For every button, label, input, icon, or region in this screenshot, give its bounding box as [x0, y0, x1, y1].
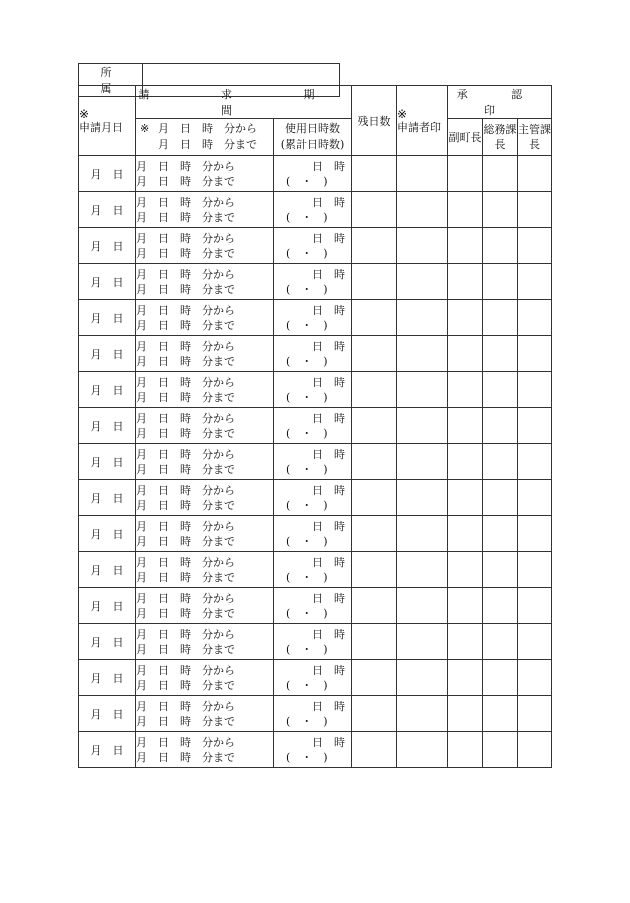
deputy-mayor-seal-cell[interactable]	[448, 228, 483, 264]
remaining-days-cell[interactable]	[352, 336, 397, 372]
deputy-mayor-seal-cell[interactable]	[448, 408, 483, 444]
general-affairs-seal-cell[interactable]	[483, 192, 518, 228]
usage-cumulative: ( ・ )	[286, 750, 328, 764]
usage-cumulative: ( ・ )	[286, 462, 328, 476]
apply-date-cell[interactable]: 月 日	[79, 480, 136, 516]
period-from: 月 日 時 分から	[136, 267, 235, 281]
period-to: 月 日 時 分まで	[136, 318, 235, 332]
period-cell[interactable]	[136, 336, 274, 372]
general-affairs-seal-cell[interactable]	[483, 156, 518, 192]
general-affairs-seal-cell[interactable]	[483, 552, 518, 588]
period-to: 月 日 時 分まで	[136, 714, 235, 728]
table-row	[79, 696, 552, 732]
table-row	[79, 624, 552, 660]
remaining-days-cell[interactable]	[352, 372, 397, 408]
period-from: 月 日 時 分から	[136, 663, 235, 677]
period-from: 月 日 時 分から	[136, 159, 235, 173]
usage-days-hours: 日 時	[312, 231, 345, 245]
period-to: 月 日 時 分まで	[136, 570, 235, 584]
table-row	[79, 408, 552, 444]
period-to: 月 日 時 分まで	[136, 678, 235, 692]
usage-cumulative: ( ・ )	[286, 246, 328, 260]
deputy-mayor-seal-cell[interactable]	[448, 696, 483, 732]
applicant-seal-header	[397, 86, 448, 156]
table-row	[79, 732, 552, 768]
applicant-seal-cell[interactable]	[397, 336, 448, 372]
deputy-mayor-seal-cell[interactable]	[448, 156, 483, 192]
general-affairs-seal-cell[interactable]	[483, 660, 518, 696]
period-to: 月 日 時 分まで	[136, 282, 235, 296]
table-row	[79, 588, 552, 624]
period-cell[interactable]	[136, 156, 274, 192]
usage-cumulative: ( ・ )	[286, 642, 328, 656]
usage-days-hours: 日 時	[312, 555, 345, 569]
section-chief-seal-cell[interactable]	[518, 264, 552, 300]
usage-days-hours: 日 時	[312, 303, 345, 317]
section-chief-seal-cell[interactable]	[518, 156, 552, 192]
period-from: 月 日 時 分から	[136, 195, 235, 209]
remaining-days-cell[interactable]	[352, 588, 397, 624]
usage-cumulative: ( ・ )	[286, 354, 328, 368]
section-chief-seal-cell[interactable]	[518, 588, 552, 624]
table-row	[79, 480, 552, 516]
applicant-seal-cell[interactable]	[397, 264, 448, 300]
usage-cumulative: ( ・ )	[286, 498, 328, 512]
usage-days-hours: 日 時	[312, 699, 345, 713]
general-affairs-seal-cell[interactable]	[483, 516, 518, 552]
table-row	[79, 156, 552, 192]
asterisk-mark: ※	[140, 122, 150, 135]
period-from-label: 月 日 時 分から	[158, 122, 257, 135]
remaining-days-cell[interactable]	[352, 156, 397, 192]
applicant-seal-cell[interactable]	[397, 156, 448, 192]
general-affairs-seal-cell[interactable]	[483, 300, 518, 336]
period-to: 月 日 時 分まで	[136, 246, 235, 260]
table-row	[79, 444, 552, 480]
general-affairs-seal-cell[interactable]	[483, 696, 518, 732]
table-row	[79, 300, 552, 336]
approval-seal-header: 承 認 印	[448, 86, 552, 119]
apply-date-cell[interactable]: 月 日	[79, 516, 136, 552]
usage-days-hours: 日 時	[312, 375, 345, 389]
usage-days-hours: 日 時	[312, 159, 345, 173]
usage-cumulative: ( ・ )	[286, 210, 328, 224]
applicant-seal-cell[interactable]	[397, 444, 448, 480]
usage-cell[interactable]	[274, 300, 352, 336]
usage-days-hours: 日 時	[312, 411, 345, 425]
usage-subheader	[274, 119, 352, 156]
table-row	[79, 336, 552, 372]
period-from: 月 日 時 分から	[136, 627, 235, 641]
section-chief-seal-cell[interactable]	[518, 300, 552, 336]
remaining-days-cell[interactable]	[352, 264, 397, 300]
deputy-mayor-seal-cell[interactable]	[448, 480, 483, 516]
section-chief-seal-cell[interactable]	[518, 480, 552, 516]
general-affairs-seal-cell[interactable]	[483, 264, 518, 300]
remaining-days-cell[interactable]	[352, 552, 397, 588]
table-row	[79, 660, 552, 696]
usage-label: 使用日時数	[285, 122, 340, 135]
usage-cell[interactable]	[274, 480, 352, 516]
cumulative-label: (累計日時数)	[280, 138, 345, 151]
remaining-days-cell[interactable]	[352, 480, 397, 516]
period-cell[interactable]	[136, 192, 274, 228]
general-affairs-seal-cell[interactable]	[483, 336, 518, 372]
deputy-mayor-seal-cell[interactable]	[448, 300, 483, 336]
usage-cell[interactable]	[274, 228, 352, 264]
period-from: 月 日 時 分から	[136, 555, 235, 569]
usage-days-hours: 日 時	[312, 447, 345, 461]
usage-cumulative: ( ・ )	[286, 174, 328, 188]
usage-cumulative: ( ・ )	[286, 570, 328, 584]
section-chief-seal-cell[interactable]	[518, 624, 552, 660]
applicant-seal-cell[interactable]	[397, 552, 448, 588]
usage-days-hours: 日 時	[312, 735, 345, 749]
period-cell[interactable]	[136, 372, 274, 408]
remaining-days-cell[interactable]	[352, 732, 397, 768]
deputy-mayor-seal-cell[interactable]	[448, 552, 483, 588]
table-row	[79, 552, 552, 588]
section-chief-seal-cell[interactable]	[518, 372, 552, 408]
applicant-seal-cell[interactable]	[397, 228, 448, 264]
period-from: 月 日 時 分から	[136, 735, 235, 749]
period-from: 月 日 時 分から	[136, 339, 235, 353]
usage-cell[interactable]	[274, 660, 352, 696]
period-to: 月 日 時 分まで	[136, 462, 235, 476]
general-affairs-seal-cell[interactable]	[483, 372, 518, 408]
deputy-mayor-seal-cell[interactable]	[448, 444, 483, 480]
remaining-days-header: 残日数	[352, 86, 397, 156]
usage-days-hours: 日 時	[312, 339, 345, 353]
period-cell[interactable]	[136, 264, 274, 300]
apply-date-cell[interactable]: 月 日	[79, 264, 136, 300]
deputy-mayor-seal-cell[interactable]	[448, 516, 483, 552]
usage-cumulative: ( ・ )	[286, 534, 328, 548]
approver-section-chief: 主管課長	[518, 119, 552, 156]
apply-date-cell[interactable]: 月 日	[79, 336, 136, 372]
table-row	[79, 372, 552, 408]
apply-date-label: 申請月日	[79, 120, 123, 134]
general-affairs-seal-cell[interactable]	[483, 480, 518, 516]
usage-cumulative: ( ・ )	[286, 390, 328, 404]
usage-cell[interactable]	[274, 264, 352, 300]
apply-date-cell[interactable]: 月 日	[79, 444, 136, 480]
period-to: 月 日 時 分まで	[136, 390, 235, 404]
applicant-seal-cell[interactable]	[397, 516, 448, 552]
request-period-header: 請 求 期 間	[136, 86, 352, 119]
deputy-mayor-seal-cell[interactable]	[448, 732, 483, 768]
usage-cumulative: ( ・ )	[286, 678, 328, 692]
usage-cell[interactable]	[274, 588, 352, 624]
usage-cell[interactable]	[274, 156, 352, 192]
section-chief-seal-cell[interactable]	[518, 696, 552, 732]
table-row	[79, 516, 552, 552]
period-from: 月 日 時 分から	[136, 411, 235, 425]
usage-days-hours: 日 時	[312, 591, 345, 605]
apply-date-cell[interactable]: 月 日	[79, 696, 136, 732]
usage-cumulative: ( ・ )	[286, 318, 328, 332]
general-affairs-seal-cell[interactable]	[483, 228, 518, 264]
section-chief-seal-cell[interactable]	[518, 192, 552, 228]
usage-cell[interactable]	[274, 444, 352, 480]
section-chief-seal-cell[interactable]	[518, 552, 552, 588]
period-from: 月 日 時 分から	[136, 303, 235, 317]
remaining-days-cell[interactable]	[352, 192, 397, 228]
applicant-seal-cell[interactable]	[397, 300, 448, 336]
applicant-seal-cell[interactable]	[397, 408, 448, 444]
period-cell[interactable]	[136, 444, 274, 480]
applicant-seal-cell[interactable]	[397, 192, 448, 228]
table-row	[79, 264, 552, 300]
general-affairs-seal-cell[interactable]	[483, 588, 518, 624]
period-cell[interactable]	[136, 552, 274, 588]
apply-date-cell[interactable]: 月 日	[79, 624, 136, 660]
approver-deputy-mayor: 副町長	[448, 119, 483, 156]
applicant-seal-cell[interactable]	[397, 588, 448, 624]
request-rows	[79, 156, 552, 768]
period-cell[interactable]	[136, 732, 274, 768]
usage-cell[interactable]	[274, 192, 352, 228]
period-to-label: 月 日 時 分まで	[158, 138, 257, 151]
usage-days-hours: 日 時	[312, 519, 345, 533]
period-from: 月 日 時 分から	[136, 375, 235, 389]
section-chief-seal-cell[interactable]	[518, 516, 552, 552]
remaining-days-cell[interactable]	[352, 516, 397, 552]
section-chief-seal-cell[interactable]	[518, 732, 552, 768]
usage-cumulative: ( ・ )	[286, 426, 328, 440]
period-from: 月 日 時 分から	[136, 231, 235, 245]
affiliation-label: 所 属	[79, 64, 143, 97]
apply-date-cell[interactable]: 月 日	[79, 372, 136, 408]
asterisk-mark: ※	[79, 106, 90, 121]
usage-cell[interactable]	[274, 336, 352, 372]
applicant-seal-cell[interactable]	[397, 660, 448, 696]
section-chief-seal-cell[interactable]	[518, 228, 552, 264]
remaining-days-cell[interactable]	[352, 660, 397, 696]
table-row	[79, 228, 552, 264]
apply-date-cell[interactable]: 月 日	[79, 156, 136, 192]
period-to: 月 日 時 分まで	[136, 642, 235, 656]
usage-days-hours: 日 時	[312, 195, 345, 209]
section-chief-seal-cell[interactable]	[518, 444, 552, 480]
apply-date-cell[interactable]: 月 日	[79, 660, 136, 696]
period-cell[interactable]	[136, 588, 274, 624]
section-chief-seal-cell[interactable]	[518, 336, 552, 372]
period-cell[interactable]	[136, 228, 274, 264]
general-affairs-seal-cell[interactable]	[483, 624, 518, 660]
usage-cell[interactable]	[274, 408, 352, 444]
usage-days-hours: 日 時	[312, 483, 345, 497]
leave-request-table	[78, 85, 552, 768]
period-to: 月 日 時 分まで	[136, 498, 235, 512]
asterisk-mark: ※	[397, 106, 408, 121]
applicant-seal-cell[interactable]	[397, 372, 448, 408]
apply-date-cell[interactable]: 月 日	[79, 408, 136, 444]
period-cell[interactable]	[136, 516, 274, 552]
general-affairs-seal-cell[interactable]	[483, 444, 518, 480]
apply-date-cell[interactable]: 月 日	[79, 588, 136, 624]
apply-date-cell[interactable]: 月 日	[79, 552, 136, 588]
period-cell[interactable]	[136, 696, 274, 732]
remaining-days-cell[interactable]	[352, 696, 397, 732]
general-affairs-seal-cell[interactable]	[483, 408, 518, 444]
usage-cumulative: ( ・ )	[286, 714, 328, 728]
period-from: 月 日 時 分から	[136, 519, 235, 533]
period-from: 月 日 時 分から	[136, 483, 235, 497]
deputy-mayor-seal-cell[interactable]	[448, 192, 483, 228]
apply-date-cell[interactable]: 月 日	[79, 300, 136, 336]
period-from: 月 日 時 分から	[136, 699, 235, 713]
applicant-seal-cell[interactable]	[397, 696, 448, 732]
period-subheader	[136, 119, 274, 156]
period-to: 月 日 時 分まで	[136, 354, 235, 368]
usage-days-hours: 日 時	[312, 267, 345, 281]
period-cell[interactable]	[136, 624, 274, 660]
usage-cell[interactable]	[274, 552, 352, 588]
period-to: 月 日 時 分まで	[136, 606, 235, 620]
deputy-mayor-seal-cell[interactable]	[448, 372, 483, 408]
deputy-mayor-seal-cell[interactable]	[448, 624, 483, 660]
remaining-days-cell[interactable]	[352, 408, 397, 444]
deputy-mayor-seal-cell[interactable]	[448, 264, 483, 300]
section-chief-seal-cell[interactable]	[518, 408, 552, 444]
period-to: 月 日 時 分まで	[136, 210, 235, 224]
usage-days-hours: 日 時	[312, 627, 345, 641]
usage-cell[interactable]	[274, 696, 352, 732]
usage-cell[interactable]	[274, 624, 352, 660]
usage-cell[interactable]	[274, 372, 352, 408]
approver-general-affairs: 総務課長	[483, 119, 518, 156]
period-from: 月 日 時 分から	[136, 447, 235, 461]
table-row	[79, 192, 552, 228]
applicant-seal-cell[interactable]	[397, 624, 448, 660]
deputy-mayor-seal-cell[interactable]	[448, 588, 483, 624]
general-affairs-seal-cell[interactable]	[483, 732, 518, 768]
apply-date-header	[79, 86, 136, 156]
period-to: 月 日 時 分まで	[136, 426, 235, 440]
apply-date-cell[interactable]: 月 日	[79, 192, 136, 228]
remaining-days-cell[interactable]	[352, 228, 397, 264]
usage-cell[interactable]	[274, 732, 352, 768]
remaining-days-cell[interactable]	[352, 624, 397, 660]
remaining-days-cell[interactable]	[352, 444, 397, 480]
period-cell[interactable]	[136, 480, 274, 516]
period-cell[interactable]	[136, 300, 274, 336]
remaining-days-cell[interactable]	[352, 300, 397, 336]
deputy-mayor-seal-cell[interactable]	[448, 660, 483, 696]
apply-date-cell[interactable]: 月 日	[79, 228, 136, 264]
period-to: 月 日 時 分まで	[136, 174, 235, 188]
applicant-seal-cell[interactable]	[397, 480, 448, 516]
period-to: 月 日 時 分まで	[136, 534, 235, 548]
apply-date-cell[interactable]: 月 日	[79, 732, 136, 768]
usage-cell[interactable]	[274, 516, 352, 552]
deputy-mayor-seal-cell[interactable]	[448, 336, 483, 372]
usage-days-hours: 日 時	[312, 663, 345, 677]
usage-cumulative: ( ・ )	[286, 606, 328, 620]
usage-cumulative: ( ・ )	[286, 282, 328, 296]
period-cell[interactable]	[136, 408, 274, 444]
period-cell[interactable]	[136, 660, 274, 696]
applicant-seal-label: 申請者印	[397, 120, 441, 134]
period-to: 月 日 時 分まで	[136, 750, 235, 764]
section-chief-seal-cell[interactable]	[518, 660, 552, 696]
period-from: 月 日 時 分から	[136, 591, 235, 605]
applicant-seal-cell[interactable]	[397, 732, 448, 768]
